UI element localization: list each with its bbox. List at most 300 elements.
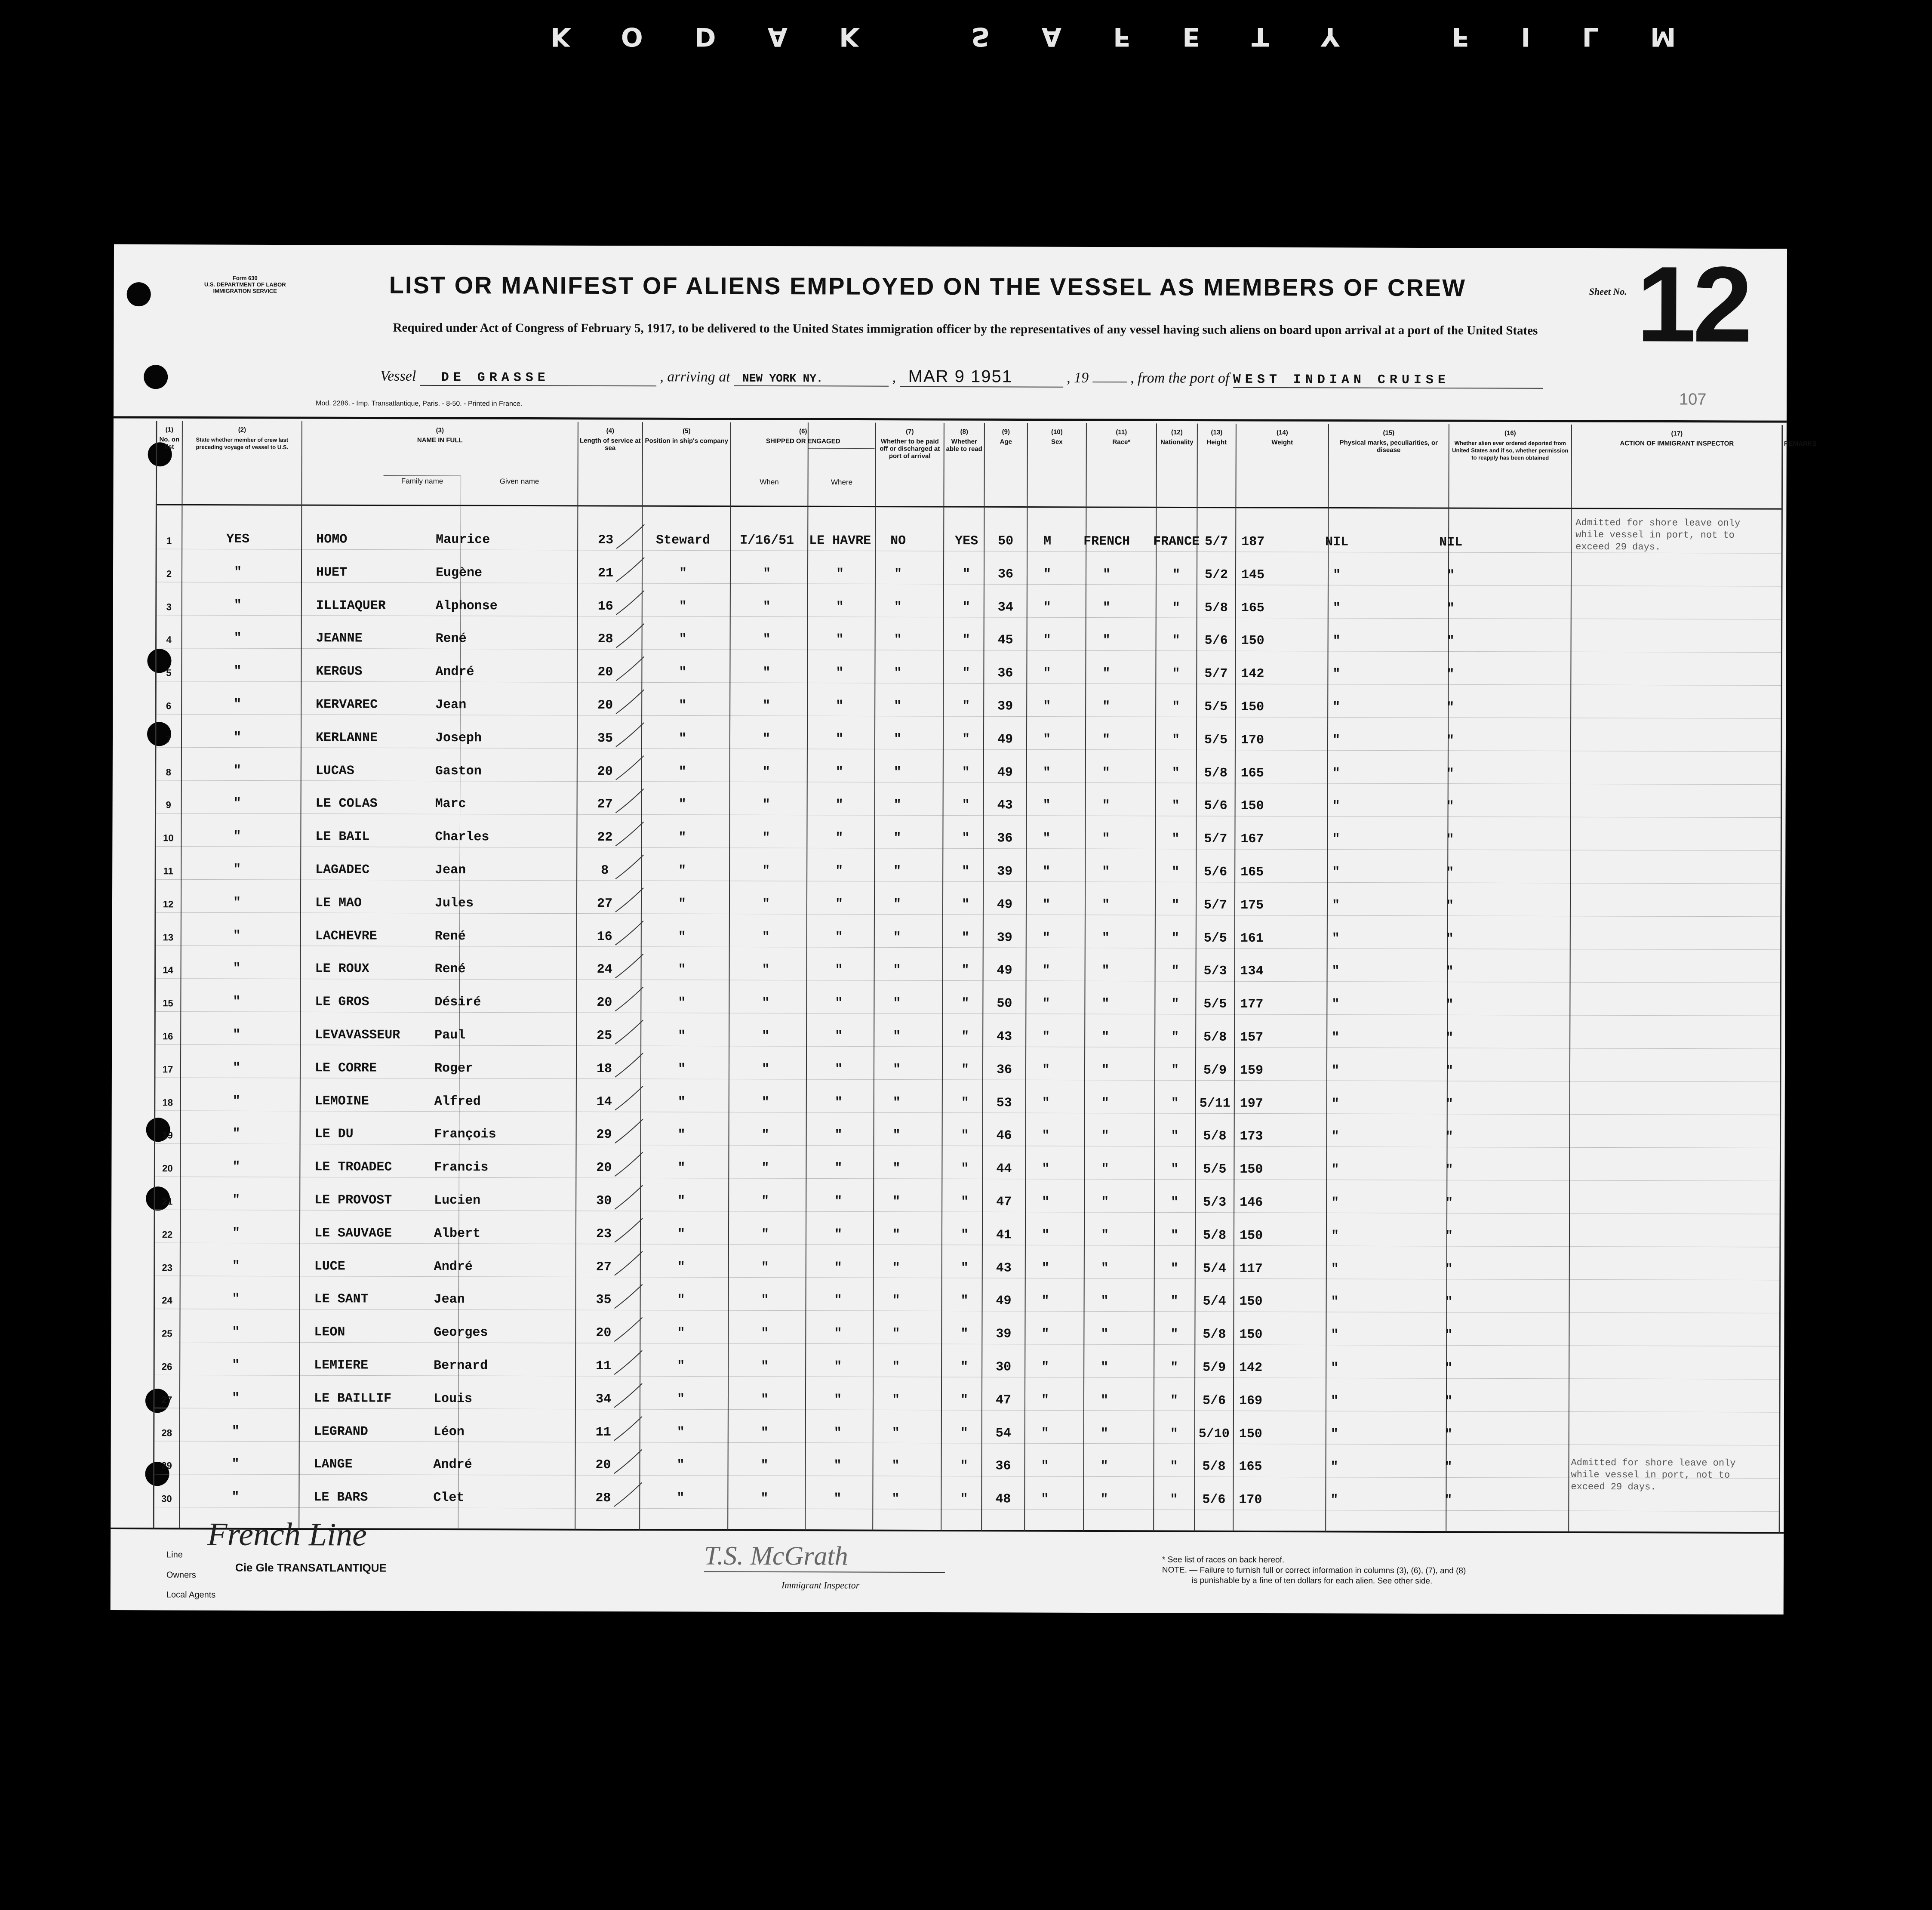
row-number: 26 (161, 1361, 172, 1372)
check-tick (615, 1185, 643, 1209)
ditto-mark: " (1100, 1459, 1108, 1474)
given-name: Francis (434, 1160, 489, 1175)
column-rule (941, 423, 944, 1531)
footer-note: * See list of races on back hereof. NOTE. — Failure to furnish full or correct information in columns (3), (6), (7), and (8) is punishable by a fine of ten dollars for each alien. See other side. (1162, 1555, 1466, 1586)
ditto-mark: " (1042, 1129, 1050, 1144)
ditto-mark: " (1446, 634, 1455, 649)
ditto-mark: " (961, 1062, 969, 1078)
ditto-mark: " (1332, 766, 1340, 781)
ditto-mark: " (678, 797, 686, 812)
ditto-mark: " (893, 765, 901, 780)
height: 5/8 (1203, 1228, 1227, 1243)
check-tick (615, 954, 643, 978)
ditto-mark: " (1446, 964, 1454, 980)
given-name: Jean (434, 1292, 465, 1307)
column-label: Whether alien ever ordered deported from United States and if so, whether permission to reapply has been obtained (1452, 440, 1569, 461)
family-name: LE BAILLIF (314, 1391, 392, 1406)
ditto-mark: " (1043, 666, 1051, 681)
ditto-mark: " (232, 1192, 240, 1208)
ditto-mark: " (1042, 1195, 1050, 1210)
row-rule (154, 1342, 1780, 1346)
column-number: (10) (1051, 428, 1063, 436)
given-name: René (435, 632, 467, 647)
check-tick (615, 1152, 643, 1176)
given-name: Maurice (436, 532, 490, 548)
check-tick (615, 921, 643, 945)
ditto-mark: " (1042, 996, 1050, 1011)
ditto-mark: " (1445, 1262, 1453, 1277)
local-agents-label: Local Agents (166, 1590, 216, 1600)
ditto-mark: " (677, 1095, 686, 1110)
ditto-mark: " (1041, 1426, 1049, 1441)
row-rule (156, 549, 1782, 553)
length-of-service: 29 (596, 1128, 612, 1143)
length-of-service: 30 (596, 1193, 612, 1209)
ditto-mark: " (834, 1425, 842, 1441)
row-number: 25 (162, 1328, 172, 1339)
weight: 117 (1239, 1261, 1263, 1276)
ditto-mark: " (234, 664, 242, 679)
family-name: LE COLAS (315, 796, 378, 811)
ditto-mark: " (834, 1260, 842, 1275)
height: 5/6 (1202, 1492, 1226, 1507)
manifest-sheet (111, 244, 1817, 1614)
ditto-mark: " (679, 698, 687, 713)
ditto-mark: " (763, 566, 771, 581)
age: 39 (997, 864, 1013, 879)
row-rule (156, 780, 1781, 785)
height: 5/8 (1202, 1460, 1226, 1475)
ditto-mark: " (960, 1459, 968, 1474)
ditto-mark: " (1332, 733, 1341, 748)
ditto-mark: " (232, 1159, 240, 1174)
row-rule (155, 1144, 1781, 1148)
sheet-label: Sheet No. (1589, 286, 1627, 297)
ditto-mark: " (232, 1292, 240, 1307)
weight: 145 (1241, 567, 1265, 582)
given-name: Louis (433, 1391, 473, 1406)
given-name: André (435, 665, 474, 680)
ditto-mark: " (1332, 568, 1341, 583)
row-rule (155, 979, 1781, 983)
ditto-mark: " (761, 1293, 769, 1308)
column-rule (1024, 423, 1028, 1531)
ditto-mark: " (1332, 634, 1341, 649)
column-label: REMARKS (1784, 440, 1817, 448)
ditto-mark: " (678, 731, 687, 746)
ditto-mark: " (679, 632, 687, 647)
ditto-mark: " (1446, 832, 1454, 847)
ditto-mark: " (1172, 633, 1180, 648)
family-name: LE TROADEC (314, 1160, 392, 1175)
ditto-mark: " (233, 961, 241, 977)
ditto-mark: " (1332, 997, 1340, 1012)
ditto-mark: " (1172, 865, 1180, 880)
ditto-mark: " (892, 1095, 901, 1110)
ditto-mark: " (1332, 931, 1340, 946)
ditto-mark: " (1100, 1426, 1108, 1441)
ditto-mark: " (835, 732, 844, 747)
ditto-mark: " (960, 1327, 969, 1342)
ditto-mark: " (761, 1161, 769, 1176)
ditto-mark: " (1331, 1097, 1339, 1112)
family-name: LE GROS (315, 995, 369, 1010)
check-tick (615, 1218, 643, 1242)
ditto-mark: " (1170, 1228, 1179, 1243)
length-of-service: 20 (597, 698, 613, 713)
age: 43 (996, 1260, 1012, 1276)
ditto-mark: " (892, 1128, 901, 1143)
age: 36 (995, 1459, 1011, 1474)
family-name: LEVAVASSEUR (315, 1028, 400, 1043)
column-rule (805, 422, 808, 1530)
ditto-mark: " (1445, 1361, 1453, 1376)
length-of-service: 34 (595, 1392, 612, 1407)
height: 5/3 (1203, 964, 1227, 979)
family-name: LE BAIL (315, 829, 370, 844)
ditto-mark: " (1444, 1493, 1452, 1508)
ditto-mark: " (1445, 1295, 1453, 1310)
height: 5/6 (1204, 865, 1227, 880)
length-of-service: 25 (597, 1028, 612, 1044)
ditto-mark: " (760, 1458, 769, 1473)
ditto-mark: " (1331, 1262, 1339, 1277)
given-name: René (434, 962, 466, 977)
family-name: HUET (316, 565, 348, 580)
weight: 161 (1240, 931, 1264, 946)
ditto-mark: " (677, 1128, 686, 1143)
ditto-mark: " (233, 829, 241, 844)
able-to-read: YES (955, 534, 978, 549)
family-name: LE SANT (314, 1292, 369, 1307)
age: 47 (996, 1195, 1012, 1210)
ditto-mark: " (1331, 1294, 1339, 1309)
row-number: 29 (161, 1460, 172, 1471)
ditto-mark: " (1445, 1097, 1453, 1112)
column-number: (3) (436, 426, 444, 434)
ditto-mark: " (1331, 1361, 1339, 1376)
check-tick (615, 855, 643, 879)
ditto-mark: " (960, 1360, 969, 1375)
ditto-mark: " (1101, 1294, 1109, 1309)
weight: 165 (1240, 766, 1264, 781)
ditto-mark: " (1102, 865, 1110, 880)
ditto-mark: " (1042, 1161, 1050, 1177)
ditto-mark: " (894, 600, 902, 615)
ditto-mark: " (1445, 1196, 1453, 1211)
ditto-mark: " (1331, 1195, 1339, 1211)
column-label: ACTION OF IMMIGRANT INSPECTOR (1620, 440, 1734, 447)
vessel-label: Vessel (380, 368, 416, 384)
column-label: Nationality (1160, 438, 1194, 446)
ditto-mark: " (835, 864, 843, 879)
ditto-mark: " (962, 831, 970, 846)
ditto-mark: " (233, 994, 241, 1009)
given-name: Jean (435, 697, 467, 713)
ditto-mark: " (231, 1490, 240, 1505)
age: 30 (996, 1360, 1012, 1375)
family-name: LACHEVRE (315, 928, 377, 944)
given-name: Joseph (435, 730, 482, 746)
form-title: LIST OR MANIFEST OF ALIENS EMPLOYED ON THE VESSEL AS MEMBERS OF CREW (389, 271, 1467, 302)
ditto-mark: " (233, 730, 242, 745)
column-number: (1) (165, 426, 174, 434)
length-of-service: 23 (598, 533, 614, 548)
vessel-name: DE GRASSE (441, 370, 550, 385)
row-number: 4 (166, 634, 172, 645)
check-tick (614, 1383, 642, 1408)
ditto-mark: " (1170, 1360, 1178, 1375)
ditto-mark: " (1101, 1195, 1109, 1210)
ditto-mark: " (1332, 1030, 1340, 1045)
weight: 150 (1240, 799, 1264, 814)
age: 39 (997, 699, 1013, 714)
family-name: LE SAUVAGE (314, 1226, 392, 1241)
ditto-mark: " (1100, 1492, 1108, 1507)
ditto-mark: " (834, 1326, 842, 1341)
ditto-mark: " (834, 1458, 842, 1473)
ditto-mark: " (677, 1458, 685, 1473)
given-name: Eugène (435, 565, 483, 581)
column-rule (640, 422, 643, 1530)
length-of-service: 20 (597, 995, 612, 1010)
height: 5/2 (1204, 567, 1228, 582)
row-rule (155, 1044, 1781, 1049)
age: 50 (997, 996, 1012, 1011)
ditto-mark: " (1102, 666, 1111, 681)
check-tick (616, 591, 644, 615)
ditto-mark: " (834, 1359, 842, 1374)
ditto-mark: " (678, 830, 686, 845)
height: 5/4 (1203, 1261, 1226, 1276)
ditto-mark: " (960, 1294, 969, 1309)
ditto-mark: " (763, 665, 771, 681)
ditto-mark: " (762, 930, 770, 945)
family-name: LANGE (314, 1457, 353, 1472)
check-tick (616, 656, 644, 681)
ditto-mark: " (835, 798, 843, 813)
age: 49 (997, 732, 1013, 747)
ditto-mark: " (231, 1391, 240, 1406)
ditto-mark: " (1042, 930, 1050, 946)
ditto-mark: " (893, 831, 901, 846)
ditto-mark: " (894, 699, 902, 714)
ditto-mark: " (1043, 633, 1051, 648)
ditto-mark: " (763, 599, 771, 614)
age: 49 (996, 1294, 1012, 1309)
ditto-mark: " (892, 1426, 900, 1441)
weight: 187 (1241, 534, 1265, 550)
arriving-port: NEW YORK NY. (742, 372, 823, 385)
ditto-mark: " (1101, 897, 1110, 912)
ditto-mark: " (677, 1392, 685, 1407)
ditto-mark: " (1332, 700, 1341, 715)
ditto-mark: " (961, 897, 970, 912)
row-rule (156, 648, 1782, 653)
age: 50 (998, 534, 1014, 549)
length-of-service: 20 (597, 764, 613, 779)
check-tick (615, 1086, 643, 1110)
column-label: Whether able to read (946, 438, 982, 453)
ditto-mark: " (1446, 568, 1455, 583)
row-rule (156, 615, 1782, 619)
height: 5/7 (1203, 898, 1227, 913)
ditto-mark: " (1102, 567, 1111, 582)
check-tick (616, 524, 644, 548)
ditto-mark: " (1170, 1492, 1178, 1507)
weight: 159 (1240, 1063, 1264, 1078)
ditto-mark: " (892, 1227, 901, 1242)
ditto-mark: " (892, 1062, 901, 1077)
row-rule (154, 1276, 1780, 1280)
length-of-service: 20 (596, 1161, 612, 1176)
ditto-mark: " (234, 697, 242, 712)
ditto-mark: " (232, 1259, 240, 1274)
column-number: (15) (1383, 429, 1395, 437)
ditto-mark: " (234, 598, 242, 613)
ditto-mark: " (962, 666, 970, 681)
ditto-mark: " (1331, 1328, 1339, 1343)
ditto-mark: " (835, 996, 843, 1011)
shipped-when: I/16/51 (740, 533, 794, 548)
weight: 150 (1239, 1426, 1262, 1442)
ditto-mark: " (961, 996, 969, 1011)
length-of-service: 16 (597, 599, 613, 614)
column-sublabel: Where (831, 478, 853, 487)
length-of-service: 28 (597, 632, 613, 647)
ditto-mark: " (894, 633, 902, 648)
ditto-mark: " (1101, 964, 1110, 979)
row-rule (155, 1111, 1781, 1115)
ditto-mark: " (677, 1161, 686, 1176)
ditto-mark: " (233, 796, 241, 811)
ditto-mark: " (1330, 1427, 1338, 1442)
row-rule (154, 1210, 1780, 1214)
family-name: LAGADEC (315, 863, 370, 878)
check-tick (615, 1053, 643, 1077)
ditto-mark: " (232, 1060, 241, 1075)
family-name: LE ROUX (315, 961, 369, 977)
family-name: LEON (314, 1325, 345, 1340)
age: 47 (995, 1393, 1012, 1408)
ditto-mark: " (892, 1194, 901, 1209)
ditto-mark: " (961, 963, 969, 978)
ditto-mark: " (961, 1128, 969, 1143)
ditto-mark: " (761, 1260, 769, 1275)
ditto-mark: " (1043, 765, 1051, 780)
age: 34 (997, 600, 1013, 615)
ditto-mark: " (961, 1195, 969, 1210)
length-of-service: 22 (597, 830, 613, 845)
ditto-mark: " (1101, 1327, 1109, 1342)
age: 49 (997, 897, 1013, 912)
ditto-mark: " (960, 1392, 969, 1408)
ditto-mark: " (1330, 1460, 1338, 1475)
family-name: LE PROVOST (314, 1193, 392, 1208)
family-name: LEMIERE (314, 1358, 369, 1373)
ditto-mark: " (1445, 1130, 1453, 1145)
remark-shore-leave-top: Admitted for shore leave only while vessel in port, not to exceed 29 days. (1575, 517, 1741, 553)
ditto-mark: " (763, 632, 771, 647)
line-label: Line (166, 1550, 183, 1560)
ditto-mark: " (1041, 1393, 1049, 1408)
ditto-mark: " (677, 1293, 685, 1308)
line-handwritten: French Line (207, 1516, 367, 1553)
ditto-mark: " (677, 1491, 685, 1506)
ditto-mark: " (1172, 666, 1180, 681)
ditto-mark: " (894, 567, 902, 582)
ditto-mark: " (678, 764, 686, 779)
ditto-mark: " (1446, 601, 1455, 616)
ditto-mark: " (834, 1293, 842, 1308)
ditto-mark: " (678, 962, 686, 977)
family-name: LUCE (314, 1259, 345, 1274)
ditto-mark: " (677, 1359, 685, 1374)
owners-value: Cie Gle TRANSATLANTIQUE (235, 1561, 387, 1574)
row-number: 24 (162, 1295, 172, 1306)
height: 5/10 (1198, 1426, 1230, 1442)
ditto-mark: " (1172, 766, 1180, 781)
column-number: (17) (1671, 430, 1683, 437)
ditto-mark: " (1446, 866, 1454, 881)
length-of-service: 35 (597, 731, 613, 746)
ditto-mark: " (232, 1325, 240, 1340)
column-number: (7) (906, 428, 914, 435)
ditto-mark: " (836, 699, 844, 714)
ditto-mark: " (677, 1326, 685, 1341)
ditto-mark: " (1101, 1096, 1109, 1111)
ditto-mark: " (893, 897, 901, 912)
age: 46 (996, 1128, 1012, 1143)
length-of-service: 27 (597, 896, 613, 911)
height: 5/5 (1204, 733, 1228, 748)
ditto-mark: " (1172, 832, 1180, 847)
column-label: SHIPPED OR ENGAGED (766, 437, 840, 445)
weight: 150 (1239, 1294, 1263, 1309)
ditto-mark: " (679, 566, 687, 581)
ditto-mark: " (1102, 832, 1110, 847)
ditto-mark: " (1330, 1493, 1338, 1508)
ditto-mark: " (894, 665, 902, 681)
form-tag-line: Form 630 (232, 274, 258, 281)
weight: 157 (1240, 1030, 1264, 1045)
column-label: Height (1206, 438, 1227, 446)
ditto-mark: " (678, 863, 686, 878)
age: 54 (995, 1426, 1011, 1441)
ditto-mark: " (962, 600, 970, 615)
ditto-mark: " (835, 930, 843, 945)
arriving-label: , arriving at (660, 369, 730, 385)
page-number: 107 (1679, 390, 1707, 409)
crew-previous-voyage: YES (226, 532, 250, 547)
ditto-mark: " (1042, 964, 1050, 979)
row-number: 9 (166, 799, 171, 810)
length-of-service: 16 (597, 929, 612, 944)
ditto-mark: " (678, 1029, 686, 1044)
ditto-mark: " (1102, 633, 1111, 648)
ditto-mark: " (1102, 732, 1111, 747)
row-number: 20 (162, 1163, 173, 1174)
ditto-mark: " (961, 1029, 969, 1044)
length-of-service: 11 (595, 1425, 611, 1440)
ditto-mark: " (960, 1227, 969, 1243)
ditto-mark: " (1171, 1129, 1179, 1144)
ditto-mark: " (1332, 898, 1340, 913)
check-tick (616, 723, 644, 747)
check-tick (614, 1317, 642, 1341)
header-top-rule (114, 417, 1787, 422)
inspector-signature: T.S. McGrath (704, 1541, 945, 1573)
